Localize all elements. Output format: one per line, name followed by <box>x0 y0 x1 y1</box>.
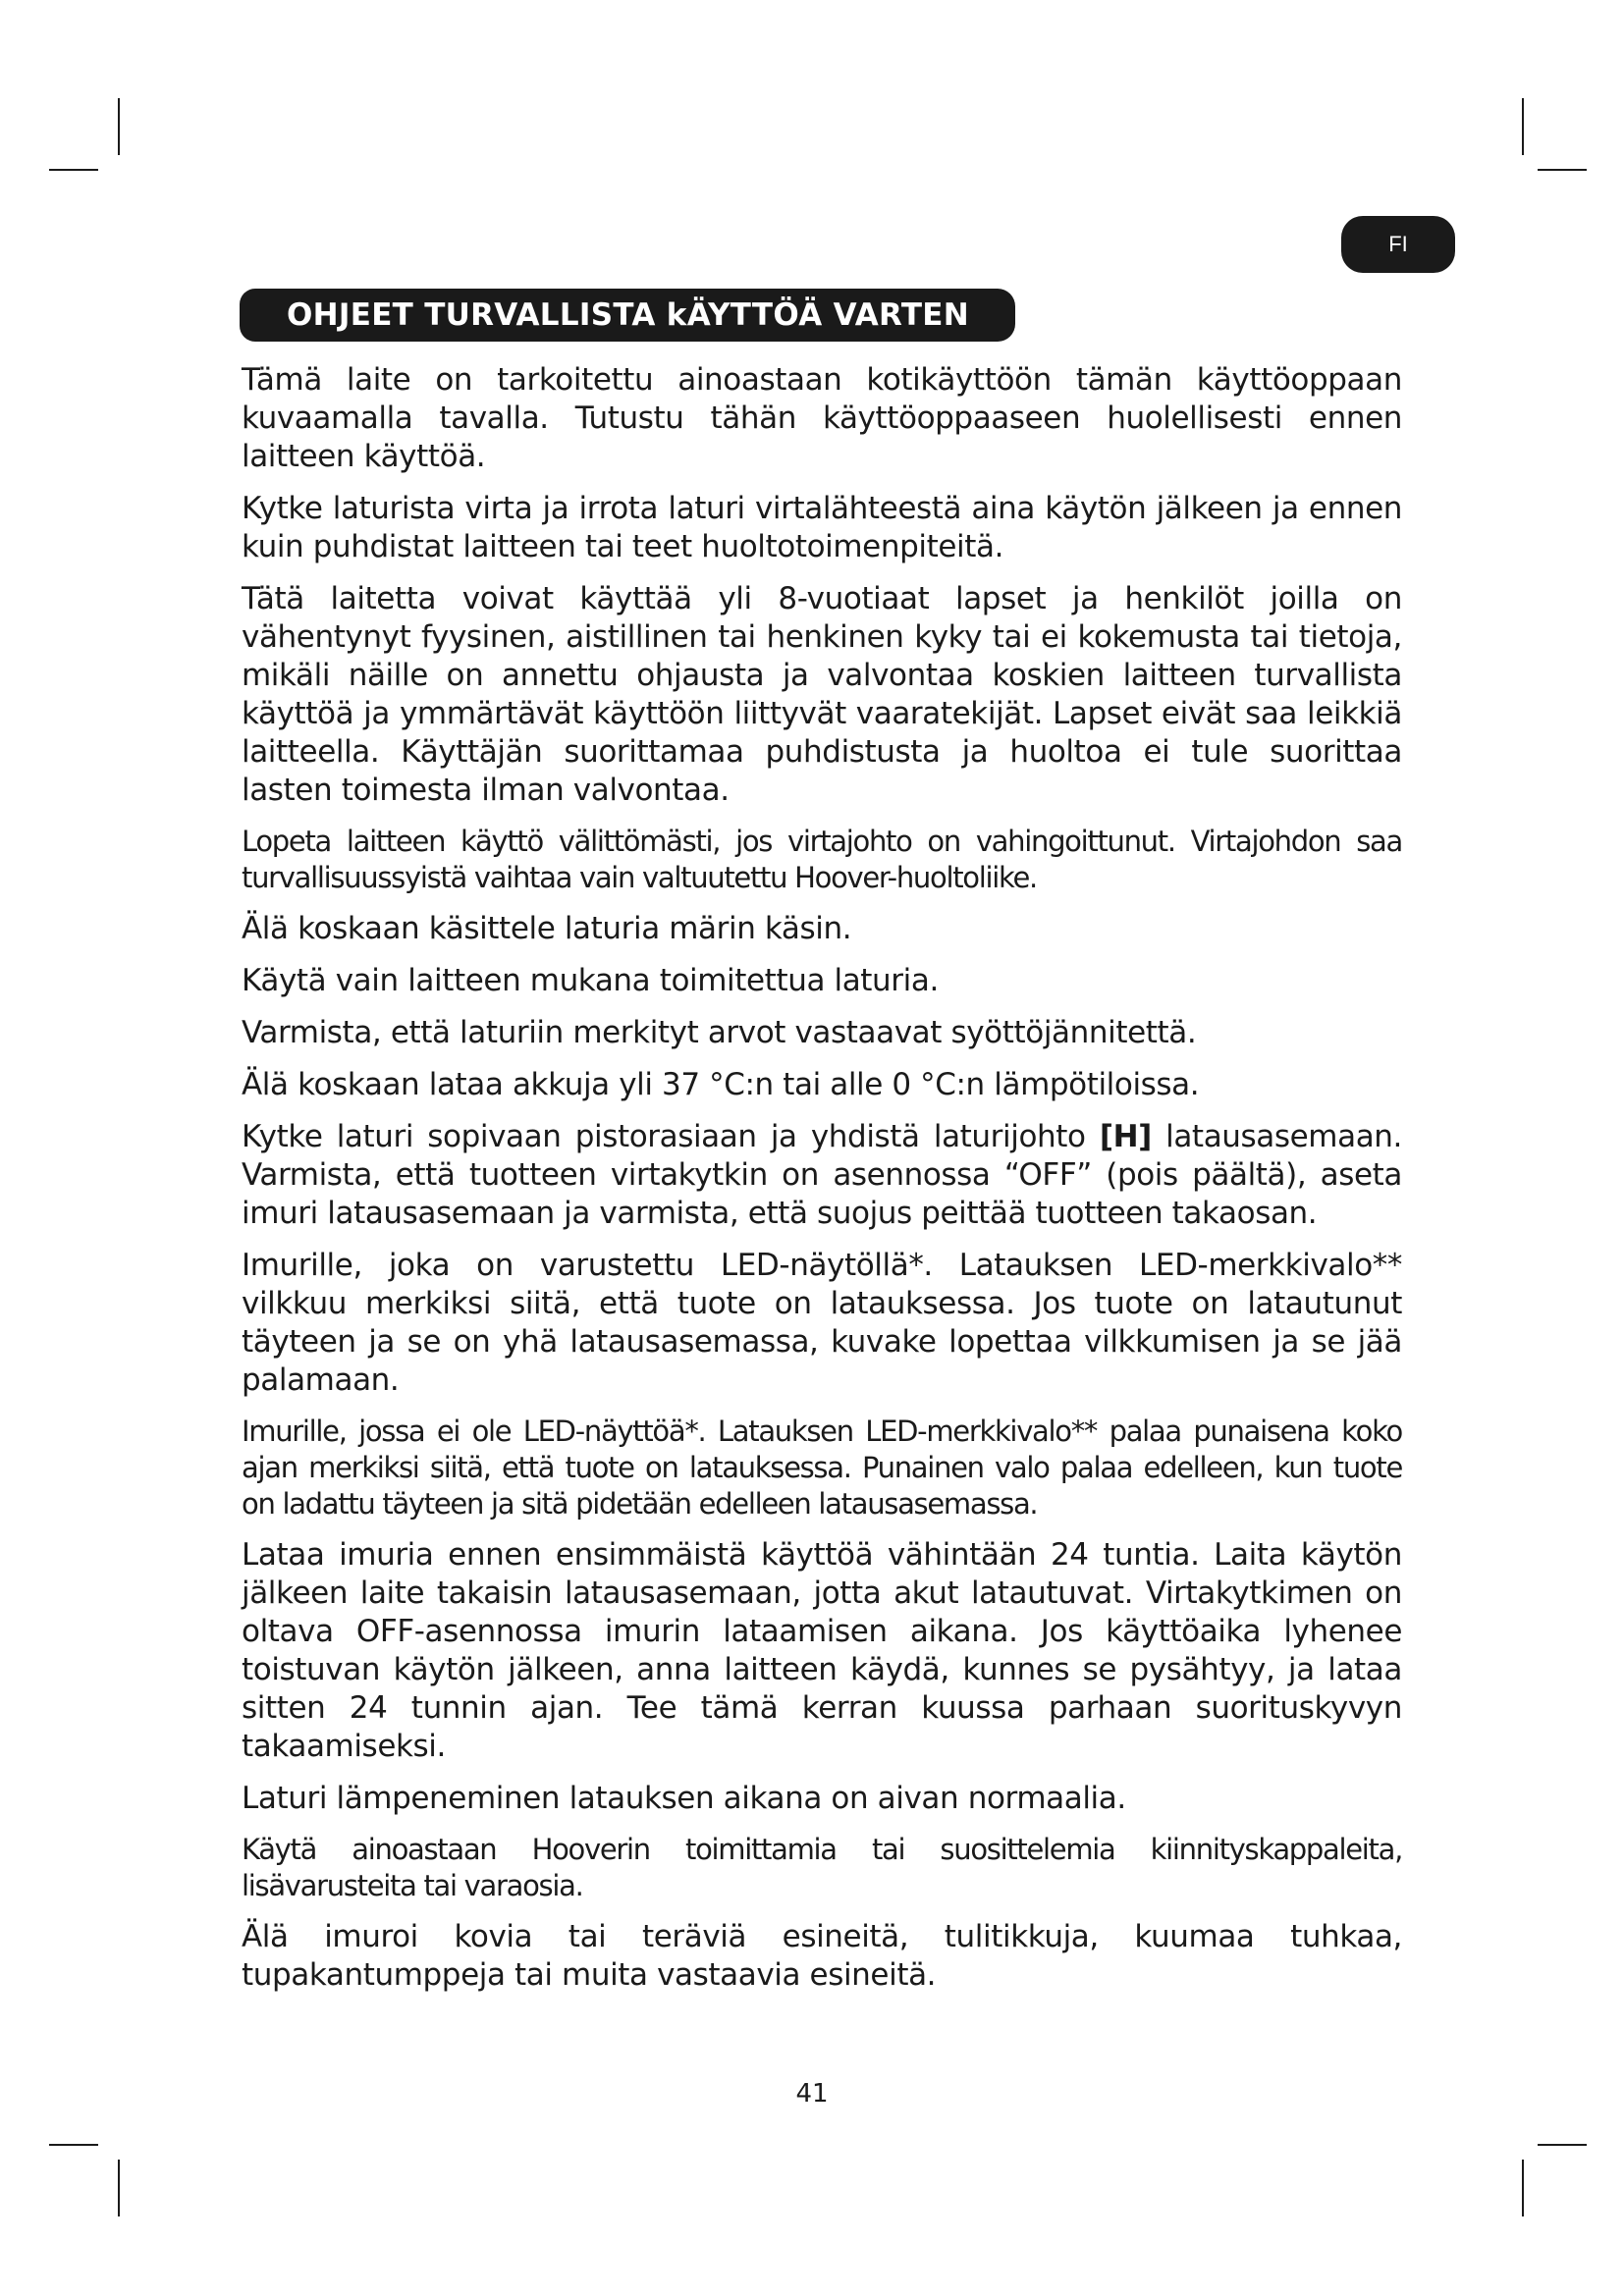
paragraph-connect-charger-start: Kytke laturi sopivaan pistorasiaan ja yhdistä laturijohto <box>242 1119 1100 1154</box>
crop-mark-bottom-left-horizontal <box>49 2144 98 2146</box>
language-tab-label: FI <box>1388 232 1408 256</box>
crop-mark-top-left-vertical <box>118 98 120 155</box>
paragraph-damaged-cord: Lopeta laitteen käyttö välittömästi, jos virtajohto on vahingoittunut. Virtajohdon saa turvallisuussyistä vaihtaa vain valtuutettu Hoover-huoltoliike. <box>242 825 1402 894</box>
paragraph-first-charge: Lataa imuria ennen ensimmäistä käyttöä vähintään 24 tuntia. Laita käytön jälkeen laite takaisin latausasemaan, jotta akut latautuvat. Virtakytkimen on oltava OFF-asennossa imurin lataamisen aikana. Jos käyttöaika lyhenee toistuvan käytön jälkeen, anna laitteen käydä, kunnes se pysähtyy, ja lataa sitten 24 tunnin ajan. Tee tämä kerran kuussa parhaan suorituskyvyn takaamiseksi. <box>242 1537 1402 1764</box>
crop-mark-top-right-horizontal <box>1538 169 1587 171</box>
crop-mark-bottom-left-vertical <box>118 2160 120 2216</box>
crop-mark-bottom-right-vertical <box>1522 2160 1524 2216</box>
paragraph-do-not-vacuum: Älä imuroi kovia tai teräviä esineitä, tulitikkuja, kuumaa tuhkaa, tupakantumppeja tai muita vastaavia esineitä. <box>242 1919 1402 1993</box>
paragraph-hoover-accessories: Käytä ainoastaan Hooverin toimittamia tai suosittelemia kiinnityskappaleita, lisävarusteita tai varaosia. <box>242 1833 1402 1902</box>
paragraph-led-display-models: Imurille, joka on varustettu LED-näytöllä*. Latauksen LED-merkkivalo** vilkkuu merkiksi siitä, että tuote on latauksessa. Jos tuote on latautunut täyteen ja se on yhä latausasemassa, kuvake lopettaa vilkkumisen ja se jää palamaan. <box>242 1248 1402 1398</box>
section-title-banner <box>240 289 1015 342</box>
paragraph-temperature-limits: Älä koskaan lataa akkuja yli 37 °C:n tai alle 0 °C:n lämpötiloissa. <box>242 1067 1200 1102</box>
paragraph-connect-charger-end: latausasemaan. Varmista, että tuotteen virtakytkin on asennossa “OFF” (pois päältä), aseta imuri latausasemaan ja varmista, että suojus peittää tuotteen takaosan. <box>242 1119 1402 1231</box>
part-reference-h: [H] <box>1099 1119 1152 1154</box>
paragraph-voltage-check: Varmista, että laturiin merkityt arvot vastaavat syöttöjännitettä. <box>242 1015 1197 1050</box>
paragraph-children-use: Tätä laitetta voivat käyttää yli 8-vuotiaat lapset ja henkilöt joilla on vähentynyt fyysinen, aistillinen tai henkinen kyky tai ei kokemusta tai tietoja, mikäli näille on annettu ohjausta ja valvontaa koskien laitteen turvallista käyttöä ja ymmärtävät käyttöön liittyvät vaaratekijät. Lapset eivät saa leikkiä laitteella. Käyttäjän suorittamaa puhdistusta ja huoltoa ei tule suorittaa lasten toimesta ilman valvontaa. <box>242 581 1402 808</box>
instructions-body <box>242 361 1402 2008</box>
paragraph-connect-charger <box>242 1118 1402 1233</box>
paragraph-intended-use: Tämä laite on tarkoitettu ainoastaan kotikäyttöön tämän käyttöoppaan kuvaamalla tavalla. Tutustu tähän käyttöoppaaseen huolellisesti ennen laitteen käyttöä. <box>242 362 1402 474</box>
language-tab <box>1341 216 1455 273</box>
paragraph-supplied-charger: Käytä vain laitteen mukana toimitettua laturia. <box>242 963 939 998</box>
section-title: OHJEET TURVALLISTA kÄYTTÖÄ VARTEN <box>287 297 970 333</box>
crop-mark-top-left-horizontal <box>49 169 98 171</box>
crop-mark-bottom-right-horizontal <box>1538 2144 1587 2146</box>
paragraph-no-led-display-models: Imurille, jossa ei ole LED-näyttöä*. Latauksen LED-merkkivalo** palaa punaisena koko ajan merkiksi siitä, että tuote on latauksessa. Punainen valo palaa edelleen, kun tuote on ladattu täyteen ja sitä pidetään edelleen latausasemassa. <box>242 1415 1402 1521</box>
paragraph-charger-warm: Laturi lämpeneminen latauksen aikana on aivan normaalia. <box>242 1781 1126 1816</box>
paragraph-wet-hands: Älä koskaan käsittele laturia märin käsin. <box>242 911 852 946</box>
crop-mark-top-right-vertical <box>1522 98 1524 155</box>
paragraph-disconnect-charger: Kytke laturista virta ja irrota laturi virtalähteestä aina käytön jälkeen ja ennen kuin puhdistat laitteen tai teet huoltotoimenpiteitä. <box>242 491 1402 564</box>
page-number: 41 <box>795 2079 829 2109</box>
